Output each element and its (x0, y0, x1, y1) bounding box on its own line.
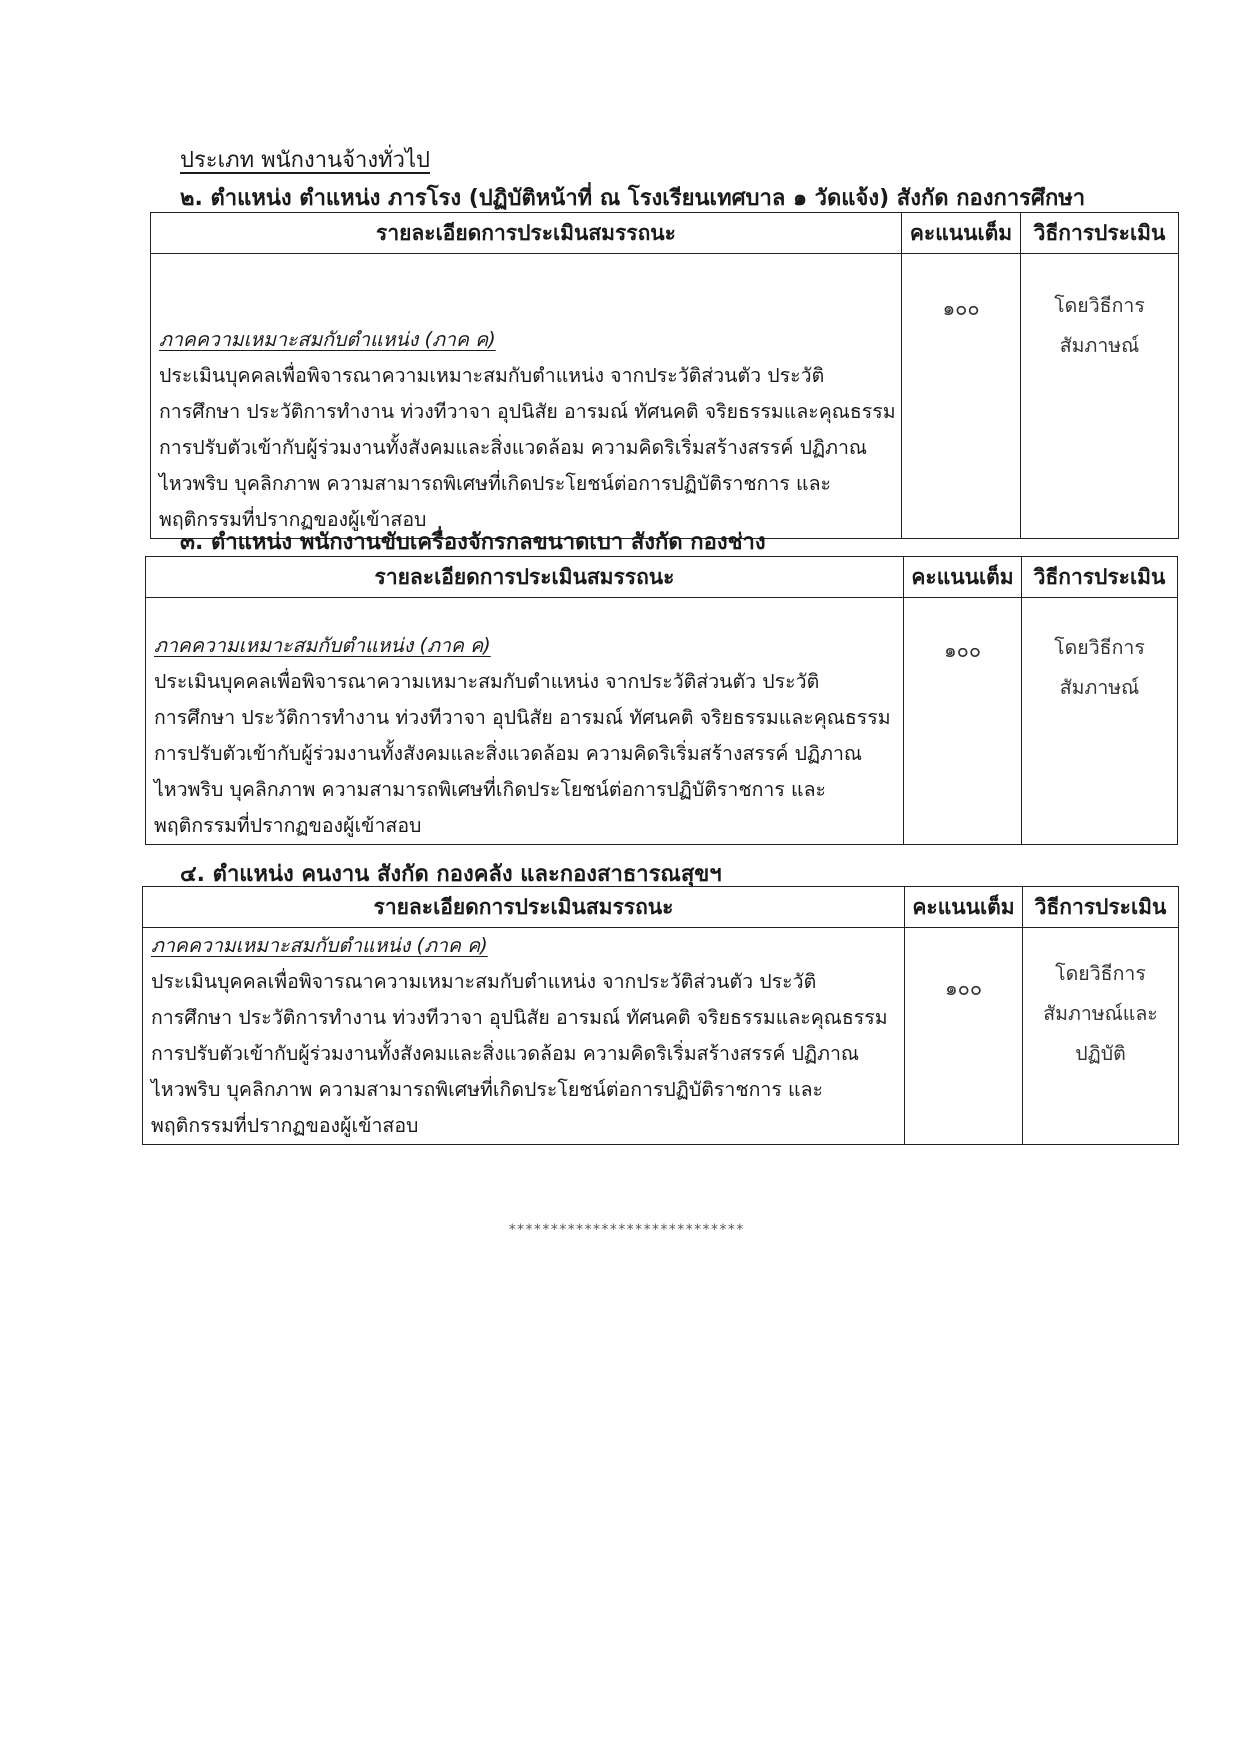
method-line: โดยวิธีการ (1054, 294, 1145, 317)
detail-line: พฤติกรรมที่ปรากฏของผู้เข้าสอบ (151, 1114, 419, 1137)
detail-line: การปรับตัวเข้ากับผู้ร่วมงานทั้งสังคมและสิ่งแวดล้อม ความคิดริเริ่มสร้างสรรค์ ปฏิภาณ (154, 742, 862, 765)
full-score-value: ๑๐๐ (944, 976, 983, 1000)
table-header-row (151, 213, 1179, 254)
detail-line: พฤติกรรมที่ปรากฏของผู้เข้าสอบ (159, 508, 427, 531)
details-cell (151, 254, 902, 539)
score-cell (904, 598, 1022, 845)
detail-line: การศึกษา ประวัติการทำงาน ท่วงทีวาจา อุปนิสัย อารมณ์ ทัศนคติ จริยธรรมและคุณธรรม (159, 400, 896, 423)
detail-title: ภาคความเหมาะสมกับตำแหน่ง (ภาค ค) (154, 634, 491, 657)
assessment-table (142, 886, 1179, 1145)
details-cell (143, 928, 905, 1145)
header-method: วิธีการประเมิน (1022, 557, 1178, 598)
method-line: สัมภาษณ์ (1059, 676, 1140, 699)
assessment-table (145, 556, 1178, 845)
full-score-value: ๑๐๐ (942, 296, 980, 320)
method-cell (1023, 928, 1179, 1145)
header-method: วิธีการประเมิน (1023, 887, 1179, 928)
position-heading: ๒. ตำแหน่ง ตำแหน่ง ภารโรง (ปฏิบัติหน้าที่ ณ โรงเรียนเทศบาล ๑ วัดแจ้ง) สังกัด กองการศึกษา (180, 186, 1086, 211)
end-of-document-mark: **************************** (508, 1222, 745, 1238)
header-full-score: คะแนนเต็ม (904, 557, 1022, 598)
detail-line: การปรับตัวเข้ากับผู้ร่วมงานทั้งสังคมและสิ่งแวดล้อม ความคิดริเริ่มสร้างสรรค์ ปฏิภาณ (159, 436, 867, 459)
method-line: โดยวิธีการ (1054, 636, 1145, 659)
detail-line: พฤติกรรมที่ปรากฏของผู้เข้าสอบ (154, 814, 422, 837)
detail-line: ประเมินบุคคลเพื่อพิจารณาความเหมาะสมกับตำแหน่ง จากประวัติส่วนตัว ประวัติ (154, 670, 820, 693)
detail-title: ภาคความเหมาะสมกับตำแหน่ง (ภาค ค) (151, 934, 488, 957)
header-details: รายละเอียดการประเมินสมรรถนะ (151, 213, 902, 254)
header-details: รายละเอียดการประเมินสมรรถนะ (146, 557, 904, 598)
method-line: สัมภาษณ์และ (1043, 1002, 1158, 1025)
details-cell (146, 598, 904, 845)
table-row (146, 598, 1178, 845)
header-method: วิธีการประเมิน (1021, 213, 1179, 254)
table-header-row (143, 887, 1179, 928)
header-details: รายละเอียดการประเมินสมรรถนะ (143, 887, 905, 928)
detail-line: ประเมินบุคคลเพื่อพิจารณาความเหมาะสมกับตำแหน่ง จากประวัติส่วนตัว ประวัติ (151, 970, 817, 993)
position-heading: ๔. ตำแหน่ง คนงาน สังกัด กองคลัง และกองสาธารณสุขฯ (180, 862, 722, 887)
detail-line: ไหวพริบ บุคลิกภาพ ความสามารถพิเศษที่เกิดประโยชน์ต่อการปฏิบัติราชการ และ (154, 778, 827, 801)
method-cell (1021, 254, 1179, 539)
category-heading: ประเภท พนักงานจ้างทั่วไป (180, 148, 430, 173)
full-score-value: ๑๐๐ (943, 638, 982, 662)
header-full-score: คะแนนเต็ม (905, 887, 1023, 928)
detail-title: ภาคความเหมาะสมกับตำแหน่ง (ภาค ค) (159, 328, 496, 351)
detail-line: การศึกษา ประวัติการทำงาน ท่วงทีวาจา อุปนิสัย อารมณ์ ทัศนคติ จริยธรรมและคุณธรรม (151, 1006, 888, 1029)
assessment-table (150, 212, 1179, 539)
method-line: ปฏิบัติ (1075, 1042, 1126, 1065)
position-heading: ๓. ตำแหน่ง พนักงานขับเครื่องจักรกลขนาดเบา สังกัด กองช่าง (180, 530, 766, 555)
method-line: สัมภาษณ์ (1059, 334, 1140, 357)
method-line: โดยวิธีการ (1055, 962, 1146, 985)
detail-line: ไหวพริบ บุคลิกภาพ ความสามารถพิเศษที่เกิดประโยชน์ต่อการปฏิบัติราชการ และ (159, 472, 832, 495)
header-full-score: คะแนนเต็ม (902, 213, 1021, 254)
table-row (143, 928, 1179, 1145)
table-header-row (146, 557, 1178, 598)
detail-line: ไหวพริบ บุคลิกภาพ ความสามารถพิเศษที่เกิดประโยชน์ต่อการปฏิบัติราชการ และ (151, 1078, 824, 1101)
score-cell (905, 928, 1023, 1145)
table-row (151, 254, 1179, 539)
detail-line: การปรับตัวเข้ากับผู้ร่วมงานทั้งสังคมและสิ่งแวดล้อม ความคิดริเริ่มสร้างสรรค์ ปฏิภาณ (151, 1042, 859, 1065)
method-cell (1022, 598, 1178, 845)
detail-line: การศึกษา ประวัติการทำงาน ท่วงทีวาจา อุปนิสัย อารมณ์ ทัศนคติ จริยธรรมและคุณธรรม (154, 706, 891, 729)
detail-line: ประเมินบุคคลเพื่อพิจารณาความเหมาะสมกับตำแหน่ง จากประวัติส่วนตัว ประวัติ (159, 364, 825, 387)
score-cell (902, 254, 1021, 539)
